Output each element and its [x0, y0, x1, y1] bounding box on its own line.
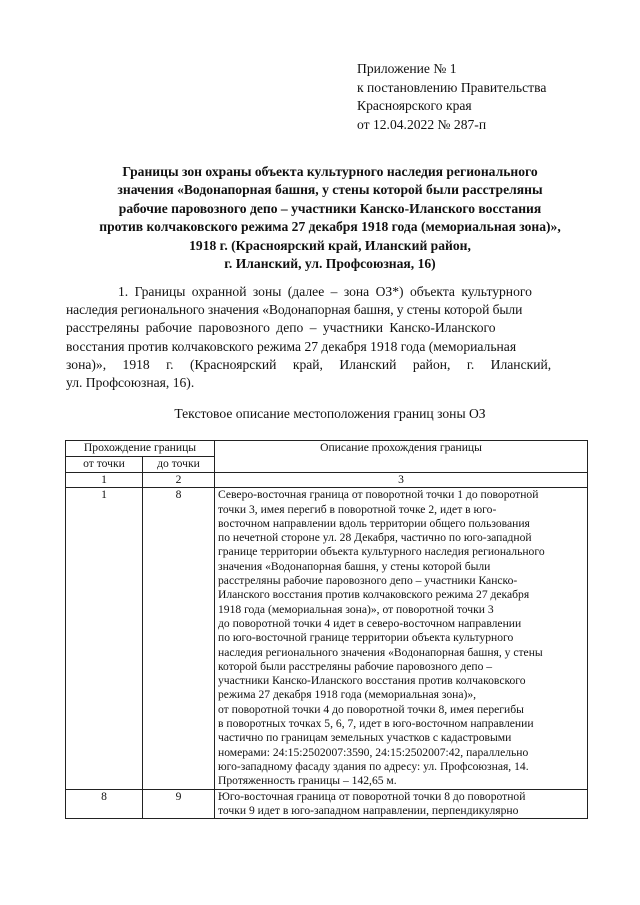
to-point-cell: 8 — [143, 488, 215, 789]
header-line: Приложение № 1 — [357, 61, 457, 76]
title-line: рабочие паровозного депо – участники Канско-Иланского восстания — [118, 200, 542, 216]
description-line: режима 27 декабря 1918 года (мемориальная зона)», — [218, 688, 477, 702]
description-line: от поворотной точки 4 до поворотной точки 8, имея перегибы — [218, 702, 524, 716]
from-point-cell: 8 — [66, 789, 143, 819]
paragraph-line: расстреляны рабочие паровозного депо – участники Канско-Иланского — [66, 320, 496, 336]
body-paragraph — [66, 283, 588, 392]
description-line: по юго-восточной границе территории объекта культурного — [218, 631, 514, 645]
paragraph-line: восстания против колчаковского режима 27 декабря 1918 года (мемориальная — [66, 338, 517, 354]
header-line: к постановлению Правительства — [357, 79, 547, 95]
table-numbering-row — [66, 473, 588, 488]
to-point-cell: 9 — [143, 789, 215, 819]
paragraph-line: ул. Профсоюзная, 16). — [66, 375, 195, 391]
title-line: Границы зон охраны объекта культурного наследия регионального — [122, 164, 538, 179]
description-cell — [215, 488, 588, 789]
header-line: Красноярского края — [357, 98, 472, 114]
description-cell — [215, 789, 588, 819]
header-to-cell: до точки — [143, 457, 215, 473]
header-group-cell: Прохождение границы — [66, 441, 215, 457]
title-line: 1918 г. (Красноярский край, Иланский район, — [189, 237, 471, 253]
table-header-row — [66, 441, 588, 457]
description-line: которой были расстреляны рабочие паровозного депо – — [218, 659, 493, 673]
title-line: г. Иланский, ул. Профсоюзная, 16) — [224, 256, 436, 272]
description-line: границе территории объекта культурного наследия регионального — [218, 545, 545, 559]
paragraph-line: наследия регионального значения «Водонапорная башня, у стены которой были — [66, 302, 523, 318]
table-row — [66, 789, 588, 819]
description-line: Иланского восстания против колчаковского режима 27 декабря — [218, 588, 530, 602]
description-line: в поворотных точках 5, 6, 7, идет в юго-восточном направлении — [218, 717, 534, 731]
header-from-cell: от точки — [66, 457, 143, 473]
title-line: против колчаковского режима 27 декабря 1918 года (мемориальная зона)», — [99, 219, 561, 235]
boundary-table — [65, 440, 588, 819]
title-line: значения «Водонапорная башня, у стены которой были расстреляны — [117, 182, 543, 198]
description-line: по нечетной стороне ул. 28 Декабря, частично по юго-западной — [218, 531, 532, 545]
description-line: точки 9 идет в юго-западном направлении, перпендикулярно — [218, 803, 519, 817]
description-line: до поворотной точки 4 идет в северо-восточном направлении — [218, 616, 522, 630]
description-line: Протяженность границы – 142,65 м. — [218, 774, 397, 788]
header-line: от 12.04.2022 № 287-п — [357, 116, 487, 132]
from-point-cell: 1 — [66, 488, 143, 789]
document-header — [357, 60, 627, 134]
paragraph-line: 1. Границы охранной зоны (далее – зона ОЗ*) объекта культурного — [118, 284, 532, 299]
column-number: 1 — [66, 473, 143, 488]
description-line: участники Канско-Иланского восстания против колчаковского — [218, 674, 526, 688]
description-line: наследия регионального значения «Водонапорная башня, у стены — [218, 645, 543, 659]
description-line: номерами: 24:15:2502007:3590, 24:15:2502007:42, параллельно — [218, 745, 529, 759]
description-line: Юго-восточная граница от поворотной точки 8 до поворотной — [218, 789, 526, 803]
document-title — [60, 163, 600, 273]
description-line: юго-западному фасаду здания по адресу: ул. Профсоюзная, 14. — [218, 759, 529, 773]
description-line: значения «Водонапорная башня, у стены которой были — [218, 559, 491, 573]
paragraph-line: зона)», 1918 г. (Красноярский край, Иланский район, г. Иланский, — [66, 356, 552, 372]
column-number: 2 — [143, 473, 215, 488]
description-line: 1918 года (мемориальная зона)», от поворотной точки 3 — [218, 602, 494, 616]
description-line: расстреляны рабочие паровозного депо – участники Канско- — [218, 574, 518, 588]
table-row — [66, 488, 588, 789]
description-line: частично по границам земельных участков с кадастровыми — [218, 731, 512, 745]
description-line: Северо-восточная граница от поворотной точки 1 до поворотной — [218, 488, 539, 502]
column-number: 3 — [215, 473, 588, 488]
description-line: восточном направлении вдоль территории общего пользования — [218, 516, 530, 530]
description-line: точки 3, имея перегиб в поворотной точке 2, идет в юго- — [218, 502, 497, 516]
header-desc-cell: Описание прохождения границы — [215, 441, 588, 473]
table-caption: Текстовое описание местоположения границ зоны ОЗ — [174, 406, 486, 421]
